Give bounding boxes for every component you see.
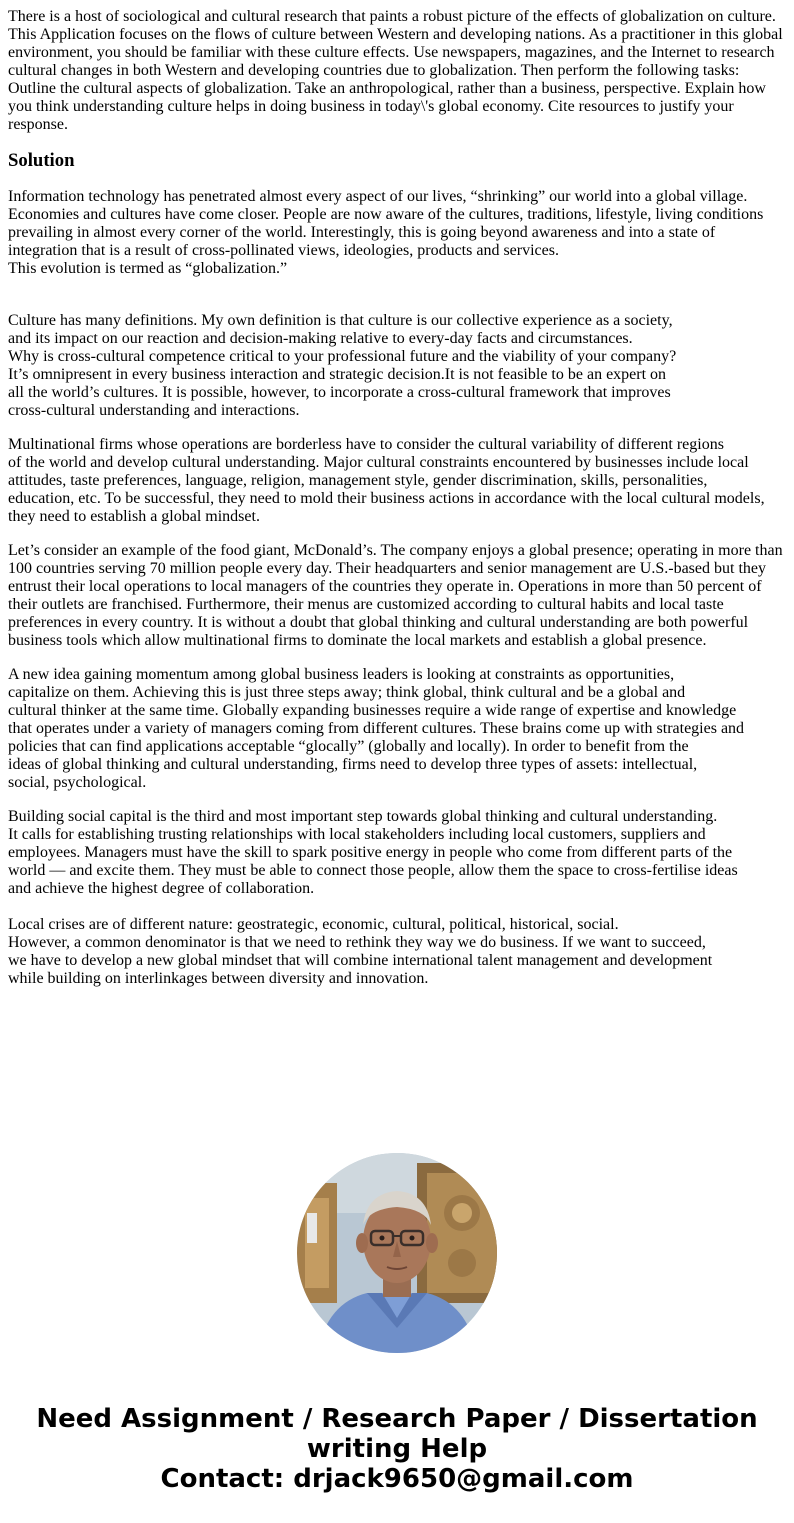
- paragraph-line: ideas of global thinking and cultural understanding, firms need to develop three types of assets: intellectual,: [8, 756, 698, 773]
- author-photo: [297, 1153, 497, 1353]
- paragraph-line: Culture has many definitions. My own definition is that culture is our collective experience as a society,: [8, 312, 673, 329]
- paragraph-line: they need to establish a global mindset.: [8, 508, 260, 525]
- question-text: There is a host of sociological and cultural research that paints a robust picture of the effects of globalization on culture. This Application focuses on the flows of culture between Western and developing nations. As a practitioner in this global environment, you should be familiar with these culture effects. Use newspapers, magazines, and the Internet to research cultural changes in both Western and developing countries due to globalization. Then perform the following tasks: Outline the cultural aspects of globalization. Take an anthropological, rather than a business, perspective. Explain how you think understanding culture helps in doing business in today\'s global economy. Cite resources to justify your response.: [8, 8, 783, 133]
- blank-line: [8, 898, 790, 916]
- paragraph-line: business tools which allow multinational firms to dominate the local markets and establish a global presence.: [8, 632, 707, 649]
- paragraph-line: of the world and develop cultural understanding. Major cultural constraints encountered by businesses include local: [8, 454, 749, 471]
- solution-heading: Solution: [8, 150, 75, 171]
- author-portrait-image: [297, 1153, 497, 1353]
- solution-paragraph-6: [8, 808, 790, 988]
- paragraph-line: and achieve the highest degree of collaboration.: [8, 880, 315, 897]
- paragraph-line: that operates under a variety of managers coming from different cultures. These brains come up with strategies and: [8, 720, 745, 737]
- paragraph-line: their outlets are franchised. Furthermore, their menus are customized according to cultural habits and local taste: [8, 596, 724, 613]
- paragraph-line: world — and excite them. They must be able to connect those people, allow them the space to cross-fertilise ideas: [8, 862, 738, 879]
- solution-paragraph-5: [8, 666, 790, 792]
- paragraph-line: entrust their local operations to local managers of the countries they operate in. Operations in more than 50 percent of: [8, 578, 762, 595]
- document-body: [8, 8, 790, 1004]
- paragraph-line: we have to develop a new global mindset that will combine international talent management and development: [8, 952, 713, 969]
- paragraph-line: education, etc. To be successful, they need to mold their business actions in accordance with the local cultural models,: [8, 490, 765, 507]
- paragraph-line: It’s omnipresent in every business interaction and strategic decision.It is not feasible to be an expert on: [8, 366, 667, 383]
- cta-line-2: writing Help: [306, 1434, 488, 1464]
- paragraph-line: However, a common denominator is that we need to rethink they way we do business. If we want to succeed,: [8, 934, 706, 951]
- contact-banner: [0, 1404, 794, 1494]
- paragraph-line: employees. Managers must have the skill to spark positive energy in people who come from different parts of the: [8, 844, 733, 861]
- paragraph-line: Local crises are of different nature: geostrategic, economic, cultural, political, historical, social.: [8, 916, 619, 933]
- paragraph-line: all the world’s cultures. It is possible, however, to incorporate a cross-cultural framework that improves: [8, 384, 671, 401]
- paragraph-line: Building social capital is the third and most important step towards global thinking and cultural understanding.: [8, 808, 718, 825]
- paragraph-line: Let’s consider an example of the food giant, McDonald’s. The company enjoys a global presence; operating in more than: [8, 542, 783, 559]
- solution-paragraph-4: [8, 542, 790, 650]
- cta-line-1: Need Assignment / Research Paper / Dissertation: [36, 1404, 758, 1434]
- solution-paragraph-1: [8, 188, 790, 296]
- paragraph-line: Why is cross-cultural competence critical to your professional future and the viability of your company?: [8, 348, 677, 365]
- paragraph-line: and its impact on our reaction and decision-making relative to every-day facts and circumstances.: [8, 330, 633, 347]
- paragraph-line: policies that can find applications acceptable “glocally” (globally and locally). In order to benefit from the: [8, 738, 689, 755]
- solution-paragraph-3: [8, 436, 790, 526]
- paragraph-line: cultural thinker at the same time. Globally expanding businesses require a wide range of expertise and knowledge: [8, 702, 737, 719]
- paragraph-line: social, psychological.: [8, 774, 147, 791]
- paragraph-line: while building on interlinkages between diversity and innovation.: [8, 970, 429, 987]
- blank-line: [8, 278, 790, 296]
- paragraph-line: attitudes, taste preferences, language, religion, management style, gender discrimination, skills, personalities,: [8, 472, 708, 489]
- paragraph-line: cross-cultural understanding and interactions.: [8, 402, 300, 419]
- paragraph-line: integration that is a result of cross-pollinated views, ideologies, products and services.: [8, 242, 559, 259]
- solution-paragraph-2: [8, 312, 790, 420]
- paragraph-line: 100 countries serving 70 million people every day. Their headquarters and senior management are U.S.-based but they: [8, 560, 766, 577]
- paragraph-line: This evolution is termed as “globalization.”: [8, 260, 288, 277]
- paragraph-line: Economies and cultures have come closer. People are now aware of the cultures, traditions, lifestyle, living conditions: [8, 206, 764, 223]
- paragraph-line: A new idea gaining momentum among global business leaders is looking at constraints as opportunities,: [8, 666, 675, 683]
- paragraph-line: Information technology has penetrated almost every aspect of our lives, “shrinking” our world into a global village.: [8, 188, 748, 205]
- paragraph-line: preferences in every country. It is without a doubt that global thinking and cultural understanding are both powerful: [8, 614, 749, 631]
- paragraph-line: capitalize on them. Achieving this is just three steps away; think global, think cultural and be a global and: [8, 684, 686, 701]
- paragraph-line: Multinational firms whose operations are borderless have to consider the cultural variability of different regions: [8, 436, 724, 453]
- paragraph-line: It calls for establishing trusting relationships with local stakeholders including local customers, suppliers and: [8, 826, 706, 843]
- paragraph-line: prevailing in almost every corner of the world. Interestingly, this is going beyond awareness and into a state of: [8, 224, 716, 241]
- cta-contact-email[interactable]: Contact: drjack9650@gmail.com: [160, 1464, 634, 1494]
